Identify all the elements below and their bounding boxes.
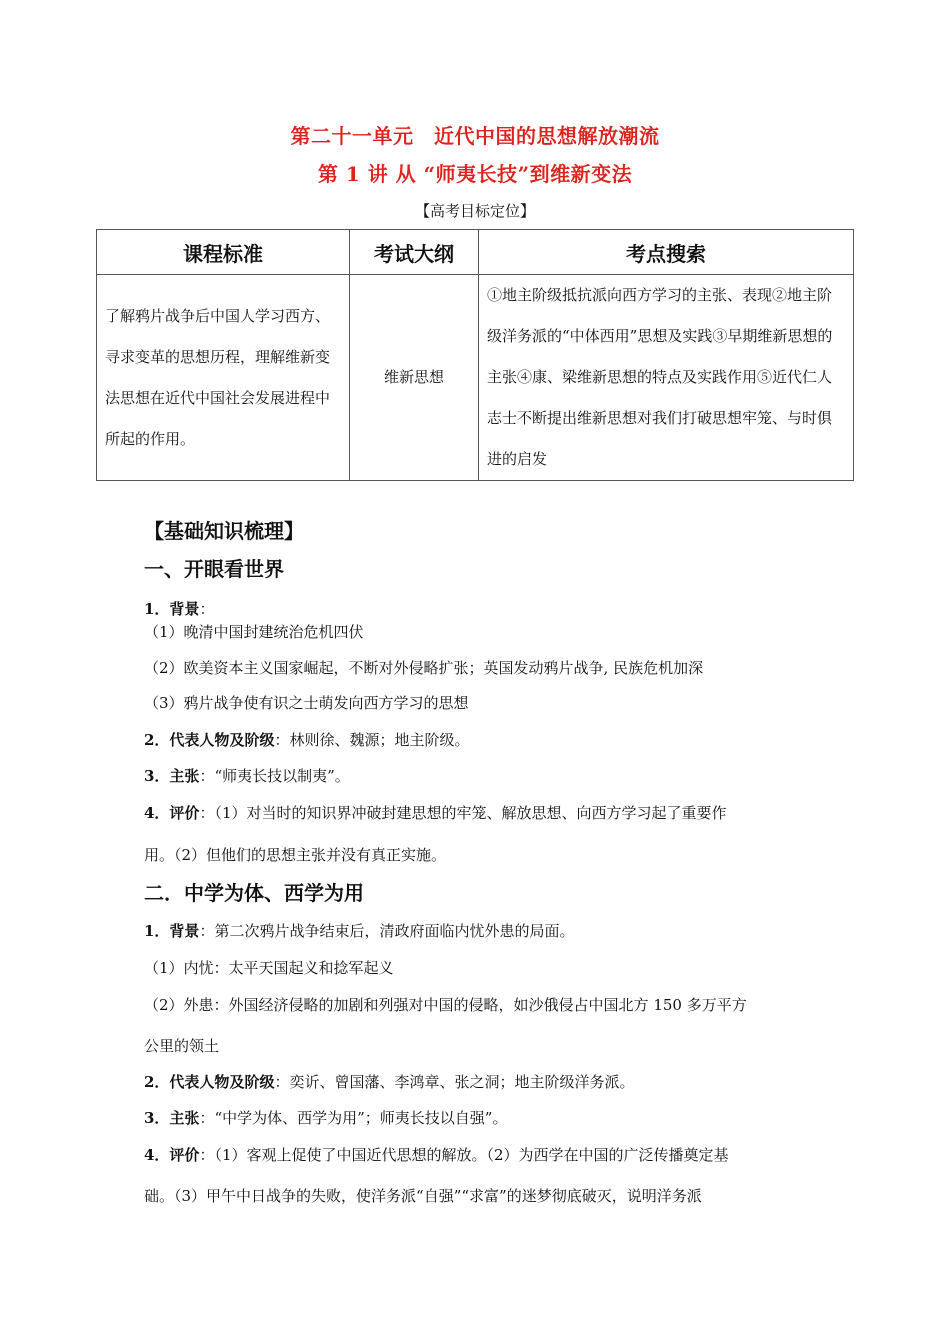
- section-heading: 一、开眼看世界: [144, 557, 284, 581]
- item-label: 3．主张: [144, 1109, 200, 1127]
- item-label: 2．代表人物及阶级: [144, 731, 275, 749]
- section-subtitle: 【高考目标定位】: [414, 202, 535, 220]
- section-heading: 二．中学为体、西学为用: [144, 881, 364, 905]
- basics-heading: 【基础知识梳理】: [144, 519, 304, 543]
- table-header-cell: 考试大纲: [350, 230, 479, 275]
- table-cell-keypoints: ①地主阶级抵抗派向西方学习的主张、表现②地主阶级洋务派的“中体西用”思想及实践③早期维新思想的主张④康、梁维新思想的特点及实践作用⑤近代仁人志士不断提出维新思想对我们打破思想牢笼、与时俱进的启发: [479, 275, 854, 481]
- list-item: （1）内忧：太平天国起义和捻军起义: [144, 959, 394, 977]
- list-item: （2）外患：外国经济侵略的加剧和列强对中国的侵略，如沙俄侵占中国北方 150 多万平方: [144, 996, 747, 1014]
- list-item: [144, 598, 214, 619]
- table-cell-syllabus: 维新思想: [350, 275, 479, 481]
- list-item: [144, 1144, 729, 1165]
- table-row: [97, 275, 854, 481]
- item-text: ：（1）对当时的知识界冲破封建思想的牢笼、解放思想、向西方学习起了重要作: [199, 804, 727, 822]
- table-header-cell: 考点搜索: [479, 230, 854, 275]
- list-item: 公里的领土: [144, 1037, 220, 1055]
- item-text: ：第二次鸦片战争结束后，清政府面临内忧外患的局面。: [199, 922, 575, 940]
- item-label: 1．背景: [144, 922, 200, 940]
- item-text: ：“中学为体、西学为用”；师夷长技以自强”。: [199, 1109, 508, 1127]
- objectives-table: [96, 229, 854, 481]
- lesson-title: 第 1 讲 从 “师夷长技”到维新变法: [317, 162, 633, 186]
- table-header-row: [97, 230, 854, 275]
- list-item: [144, 1107, 507, 1128]
- list-item: [144, 765, 350, 786]
- item-label: 1．背景: [144, 600, 200, 618]
- unit-title: 第二十一单元 近代中国的思想解放潮流: [290, 124, 660, 148]
- table-cell-curriculum: 了解鸦片战争后中国人学习西方、寻求变革的思想历程，理解维新变法思想在近代中国社会发展进程中所起的作用。: [97, 275, 350, 481]
- list-item: [144, 802, 727, 823]
- item-text: ：林则徐、魏源；地主阶级。: [274, 731, 470, 749]
- item-label: 4．评价: [144, 804, 200, 822]
- list-item: （2）欧美资本主义国家崛起，不断对外侵略扩张；英国发动鸦片战争, 民族危机加深: [144, 659, 704, 677]
- table-header-cell: 课程标准: [97, 230, 350, 275]
- item-text: ：奕䜣、曾国藩、李鸿章、张之洞；地主阶级洋务派。: [274, 1073, 635, 1091]
- list-item: 础。（3）甲午中日战争的失败，使洋务派“自强”“求富”的迷梦彻底破灭，说明洋务派: [144, 1187, 702, 1205]
- list-item: （3）鸦片战争使有识之士萌发向西方学习的思想: [144, 694, 469, 712]
- list-item: [144, 1071, 634, 1092]
- list-item: （1）晚清中国封建统治危机四伏: [144, 623, 364, 641]
- item-label: 4．评价: [144, 1146, 200, 1164]
- item-label: 3．主张: [144, 767, 200, 785]
- item-text: ：: [199, 600, 215, 618]
- list-item: 用。（2）但他们的思想主张并没有真正实施。: [144, 846, 447, 864]
- list-item: [144, 920, 574, 941]
- item-text: ：（1）客观上促使了中国近代思想的解放。（2）为西学在中国的广泛传播奠定基: [199, 1146, 729, 1164]
- item-text: ：“师夷长技以制夷”。: [199, 767, 350, 785]
- item-label: 2．代表人物及阶级: [144, 1073, 275, 1091]
- list-item: [144, 729, 469, 750]
